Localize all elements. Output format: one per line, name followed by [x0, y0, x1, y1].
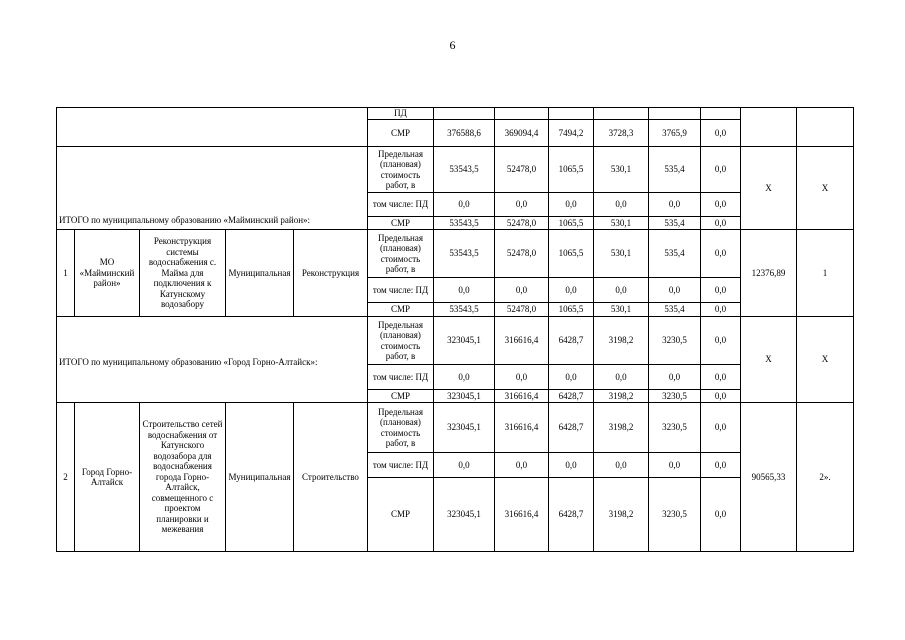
value-cell: 6428,7 [549, 390, 594, 403]
value-cell: 0,0 [434, 453, 495, 478]
value-cell: 0,0 [649, 193, 701, 217]
value-cell: 0,0 [495, 278, 549, 303]
value-cell: 0,0 [495, 453, 549, 478]
value-cell: 0,0 [701, 390, 741, 403]
capacity-cell: 90565,33 [741, 403, 797, 552]
object-cell: Строительство сетей водоснабжения от Катунского водозабора для водоснабжения города Горно-Алтайск, совмещенного с проектом планировки и межевания [140, 403, 226, 552]
value-cell: 530,1 [594, 147, 649, 193]
ownership-cell: Муниципальная [226, 230, 294, 317]
value-cell: 0,0 [701, 365, 741, 390]
row-label-smr: СМР [368, 390, 434, 403]
row-label-smr: СМР [368, 217, 434, 230]
row-label-limit: Предельная (плановая) стоимость работ, в [368, 230, 434, 278]
value-cell: 0,0 [495, 193, 549, 217]
value-cell: 0,0 [549, 453, 594, 478]
value-cell: 0,0 [649, 453, 701, 478]
value-cell: 0,0 [701, 120, 741, 147]
value-cell: 53543,5 [434, 147, 495, 193]
value-cell: 3230,5 [649, 478, 701, 552]
value-cell: 535,4 [649, 147, 701, 193]
value-cell: 6428,7 [549, 317, 594, 365]
value-cell: 3198,2 [594, 390, 649, 403]
x-mark: Х [797, 317, 854, 403]
x-mark: Х [797, 147, 854, 230]
value-cell: 3198,2 [594, 478, 649, 552]
value-cell: 535,4 [649, 303, 701, 317]
value-cell: 53543,5 [434, 217, 495, 230]
row-number: 1 [57, 230, 75, 317]
value-cell: 1065,5 [549, 230, 594, 278]
value-cell: 1065,5 [549, 303, 594, 317]
value-cell: 53543,5 [434, 230, 495, 278]
blank-cell [57, 108, 368, 147]
value-cell: 3230,5 [649, 390, 701, 403]
x-mark: Х [741, 317, 797, 403]
value-cell: 323045,1 [434, 390, 495, 403]
table-row [57, 147, 854, 193]
table-row [57, 317, 854, 365]
value-cell: 323045,1 [434, 478, 495, 552]
value-cell: 7494,2 [549, 120, 594, 147]
row-label-smr: СМР [368, 303, 434, 317]
row-label-incl-pd: том числе: ПД [368, 193, 434, 217]
row-number: 2 [57, 403, 75, 552]
value-cell: 0,0 [434, 278, 495, 303]
value-cell: 535,4 [649, 230, 701, 278]
value-cell: 0,0 [701, 453, 741, 478]
value-cell: 6428,7 [549, 403, 594, 453]
value-cell: 316616,4 [495, 478, 549, 552]
row-label-limit: Предельная (плановая) стоимость работ, в [368, 317, 434, 365]
value-cell: 0,0 [701, 217, 741, 230]
count-cell: 2». [797, 403, 854, 552]
municipality-cell: МО «Майминский район» [75, 230, 140, 317]
value-cell: 0,0 [594, 278, 649, 303]
row-label-limit: Предельная (плановая) стоимость работ, в [368, 403, 434, 453]
value-cell: 6428,7 [549, 478, 594, 552]
value-cell: 0,0 [549, 278, 594, 303]
value-cell: 369094,4 [495, 120, 549, 147]
value-cell: 3765,9 [649, 120, 701, 147]
value-cell: 0,0 [701, 478, 741, 552]
row-label-incl-pd: том числе: ПД [368, 278, 434, 303]
municipality-cell: Город Горно-Алтайск [75, 403, 140, 552]
value-cell: 0,0 [434, 365, 495, 390]
object-cell: Реконструкция системы водоснабжения с. Майма для подключения к Катунскому водозабору [140, 230, 226, 317]
total-title: ИТОГО по муниципальному образованию «Майминский район»: [57, 147, 368, 230]
page-number: 6 [449, 38, 456, 52]
value-cell: 316616,4 [495, 317, 549, 365]
row-label-incl-pd: том числе: ПД [368, 453, 434, 478]
row-label-smr: СМР [368, 478, 434, 552]
value-cell: 323045,1 [434, 403, 495, 453]
value-cell: 0,0 [594, 193, 649, 217]
row-label-incl-pd: том числе: ПД [368, 365, 434, 390]
count-cell: 1 [797, 230, 854, 317]
value-cell: 1065,5 [549, 147, 594, 193]
capacity-cell: 12376,89 [741, 230, 797, 317]
value-cell: 3198,2 [594, 403, 649, 453]
work-type-cell: Реконструкция [294, 230, 368, 317]
row-label-pd: ПД [368, 108, 434, 120]
table-row [57, 403, 854, 453]
value-cell: 530,1 [594, 303, 649, 317]
ownership-cell: Муниципальная [226, 403, 294, 552]
value-cell: 376588,6 [434, 120, 495, 147]
value-cell: 52478,0 [495, 230, 549, 278]
value-cell: 1065,5 [549, 217, 594, 230]
value-cell: 0,0 [649, 278, 701, 303]
value-cell: 0,0 [701, 147, 741, 193]
value-cell: 0,0 [594, 453, 649, 478]
value-cell: 0,0 [434, 193, 495, 217]
value-cell: 0,0 [701, 193, 741, 217]
value-cell: 316616,4 [495, 403, 549, 453]
value-cell: 0,0 [649, 365, 701, 390]
value-cell: 53543,5 [434, 303, 495, 317]
value-cell: 530,1 [594, 217, 649, 230]
value-cell: 0,0 [594, 365, 649, 390]
value-cell: 0,0 [701, 230, 741, 278]
value-cell: 0,0 [549, 365, 594, 390]
value-cell: 0,0 [701, 403, 741, 453]
value-cell: 535,4 [649, 217, 701, 230]
value-cell: 0,0 [701, 317, 741, 365]
value-cell: 3198,2 [594, 317, 649, 365]
value-cell: 0,0 [701, 303, 741, 317]
value-cell: 530,1 [594, 230, 649, 278]
investment-table [56, 107, 854, 552]
x-mark: Х [741, 147, 797, 230]
value-cell: 52478,0 [495, 303, 549, 317]
value-cell: 323045,1 [434, 317, 495, 365]
row-label-limit: Предельная (плановая) стоимость работ, в [368, 147, 434, 193]
table-row [57, 230, 854, 278]
row-label-smr: СМР [368, 120, 434, 147]
value-cell: 52478,0 [495, 147, 549, 193]
value-cell: 3230,5 [649, 403, 701, 453]
value-cell: 52478,0 [495, 217, 549, 230]
total-title: ИТОГО по муниципальному образованию «Город Горно-Алтайск»: [57, 317, 368, 403]
work-type-cell: Строительство [294, 403, 368, 552]
value-cell: 0,0 [701, 278, 741, 303]
value-cell: 316616,4 [495, 390, 549, 403]
value-cell: 0,0 [549, 193, 594, 217]
value-cell: 3230,5 [649, 317, 701, 365]
value-cell: 0,0 [495, 365, 549, 390]
table-row [57, 108, 854, 120]
value-cell: 3728,3 [594, 120, 649, 147]
